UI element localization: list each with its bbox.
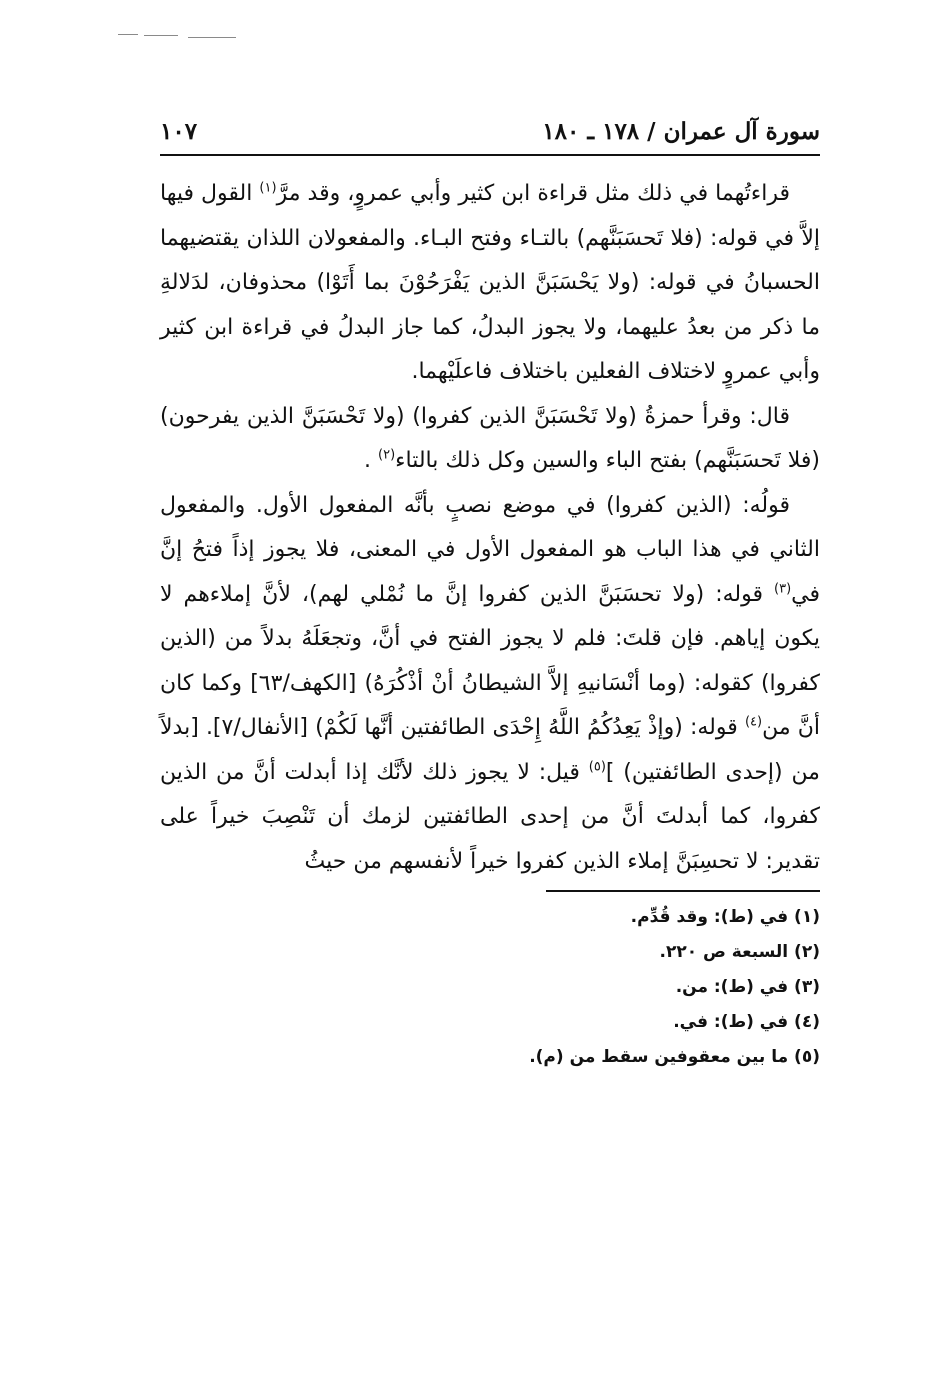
paragraph-1-text: قراءتُهما في ذلك مثل قراءة ابن كثير وأبي عمروٍ، وقد مرَّ	[276, 181, 790, 206]
paragraph-3-cont: قوله: (ولا تحسَبَنَّ الذين كفروا إنَّ ما نُمْلي لهم)، لأنَّ إملاءهم لا يكون إياهم. فإن قلتَ: فلم لا يجوز الفتح في أنَّ، وتجعَلَهُ بدلاً من (الذين كفروا) كقوله: (وما أنْسَانيهِ إلاَّ الشيطانُ أنْ أذْكُرَهُ) [الكهف/٦٣] وكما كان أنَّ من	[160, 581, 821, 740]
footnote-ref-5: (٥)	[588, 759, 606, 775]
page-number: ١٠٧	[160, 118, 198, 145]
footnote-rule	[546, 890, 820, 892]
scan-artifact	[118, 34, 238, 40]
paragraph-2-end: .	[364, 448, 372, 473]
paragraph-2	[160, 395, 820, 484]
paragraph-3-text: قولُه: (الذين كفروا) في موضع نصبٍ بأنَّه المفعول الأول. والمفعول الثاني في هذا الباب هو المفعول الأول في المعنى، فلا يجوز إذاً فتحُ إنَّ في	[160, 492, 820, 607]
footnote-ref-1: (١)	[259, 180, 277, 196]
header-rule	[160, 154, 820, 156]
book-page	[160, 118, 820, 1075]
paragraph-1	[160, 172, 820, 395]
paragraph-3	[160, 484, 820, 885]
footnote-2: (٢) السبعة ص ٢٢٠.	[659, 942, 820, 962]
running-header	[160, 118, 820, 150]
main-text	[160, 172, 820, 884]
paragraph-3-cont-3: قيل: لا يجوز ذلك لأنَّك إذا أبدلت أنَّ من الذين كفروا، كما أبدلتَ أنَّ من إحدى الطائفتين لزمك أن تَنْصِبَ خيراً على تقدير: لا تحسِبَنَّ إملاء الذين كفروا خيراً لأنفسهم من حيثُ	[160, 759, 820, 874]
footnotes	[160, 900, 820, 1075]
footnote-ref-3: (٣)	[774, 581, 792, 597]
footnote-1: (١) في (ط): وقد قُدِّم.	[630, 907, 820, 927]
footnote-5: (٥) ما بين معقوفين سقط من (م).	[529, 1047, 820, 1067]
footnote-4: (٤) في (ط): في.	[673, 1012, 820, 1032]
paragraph-3-cont-2: قوله: (وإذْ يَعِدُكُمُ اللَّهُ إِحْدَى الطائفتين أنَّها لَكُمْ) [الأنفال/٧]. [بدلاً من (إحدى الطائفتين) ]	[160, 715, 820, 785]
footnote-ref-4: (٤)	[744, 714, 763, 730]
footnote-ref-2: (٢)	[378, 447, 396, 463]
footnote-3: (٣) في (ط): من.	[675, 977, 820, 997]
surah-title: سورة آل عمران / ١٧٨ ـ ١٨٠	[542, 118, 820, 145]
paragraph-2-text: قال: وقرأ حمزةُ (ولا تَحْسَبَنَّ الذين كفروا) (ولا تَحْسَبَنَّ الذين يفرحون) (فلا تَحسَبَنَّهم) بفتح الباء والسين وكل ذلك بالتاء	[160, 403, 820, 473]
paragraph-1-rest: القول فيها إلاَّ في قوله: (فلا تَحسَبَنَّهم) بالتـاء وفتح البـاء. والمفعولان اللذان يقتضيهما الحسبانُ في قوله: (ولا يَحْسَبَنَّ الذين يَفْرَحُوْنَ بما أَتَوْا) محذوفان، لدَلالةِ ما ذكر من بعدُ عليهما، ولا يجوز البدلُ، كما جاز البدلُ في قراءة ابن كثير وأبي عمروٍ لاختلاف الفعلين باختلاف فاعلَيْهما.	[160, 181, 820, 384]
